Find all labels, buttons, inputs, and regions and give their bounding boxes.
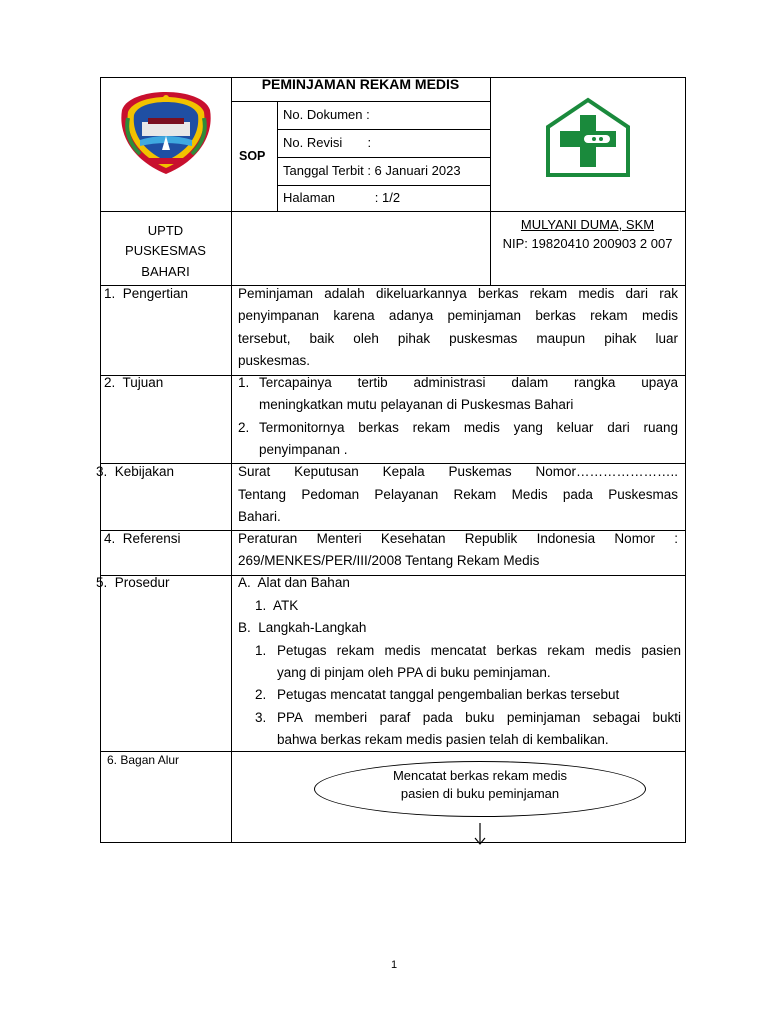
prosedur-a-item-1: 1. ATK [255,598,299,613]
page-number: 1 [390,959,398,971]
referensi-line-2: 269/MENKES/PER/III/2008 Tentang Rekam Medis [238,553,540,568]
prosedur-b-item-2-line-1: Petugas mencatat tanggal pengembalian berkas tersebut [277,687,620,702]
kebijakan-line-1: Surat Keputusan Kepala Puskemas Nomor………………….. [238,464,678,479]
label-pengertian: 1. Pengertian [104,286,189,301]
label-prosedur: 5. Prosedur [96,575,170,590]
flow-node-line-1: Mencatat berkas rekam medis [392,768,568,783]
institution-line-2: PUSKESMAS [125,243,206,258]
page-title: PEMINJAMAN REKAM MEDIS [261,76,460,92]
field-halaman: Halaman : 1/2 [283,190,401,205]
prosedur-b-item-1-num: 1. [255,643,267,658]
pengertian-line-3: tersebut, baik oleh pihak puskesmas maupun pihak luar [238,331,678,346]
tujuan-item-2-line-1: Termonitornya berkas rekam medis yang keluar dari ruang [259,420,678,435]
prosedur-b-item-3-line-1: PPA memberi paraf pada buku peminjaman sebagai bukti [277,710,681,725]
field-no-revisi: No. Revisi : [283,135,372,150]
regional-emblem-icon [118,88,214,178]
puskesmas-cross-icon [544,97,632,179]
pengertian-line-2: penyimpanan karena adanya peminjaman berkas rekam medis [238,308,678,323]
field-tanggal-terbit: Tanggal Terbit : 6 Januari 2023 [283,163,461,178]
label-bagan-alur: 6. Bagan Alur [107,753,180,767]
prosedur-b-item-3-num: 3. [255,710,267,725]
institution-line-3: BAHARI [141,264,190,279]
arrow-down-icon [473,823,487,845]
prosedur-b-label: B. Langkah-Langkah [238,620,367,635]
kebijakan-line-3: Bahari. [238,509,281,524]
field-no-dokumen: No. Dokumen : [283,107,370,122]
label-referensi: 4. Referensi [104,531,181,546]
prosedur-a-label: A. Alat dan Bahan [238,575,350,590]
tujuan-item-1-line-2: meningkatkan mutu pelayanan di Puskesmas Bahari [259,397,574,412]
prosedur-b-item-1-line-1: Petugas rekam medis mencatat berkas rekam medis pasien [277,643,681,658]
prosedur-b-item-3-line-2: bahwa berkas rekam medis pasien telah di kembalikan. [277,732,609,747]
tujuan-item-2-line-2: penyimpanan . [259,442,348,457]
referensi-line-1: Peraturan Menteri Kesehatan Republik Indonesia Nomor : [238,531,678,546]
pengertian-line-4: puskesmas. [238,353,311,368]
pengertian-line-1: Peminjaman adalah dikeluarkannya berkas rekam medis dari rak [238,286,678,301]
tujuan-item-1-num: 1. [238,375,250,390]
prosedur-b-item-2-num: 2. [255,687,267,702]
tujuan-item-2-num: 2. [238,420,250,435]
prosedur-b-item-1-line-2: yang di pinjam oleh PPA di buku peminjaman. [277,665,551,680]
tujuan-item-1-line-1: Tercapainya tertib administrasi dalam rangka upaya [259,375,678,390]
institution-line-1: UPTD [147,223,184,238]
signatory-nip: NIP: 19820410 200903 2 007 [502,236,673,251]
sop-label: SOP [239,149,266,163]
label-kebijakan: 3. Kebijakan [96,464,175,479]
kebijakan-line-2: Tentang Pedoman Pelayanan Rekam Medis pada Puskesmas [238,487,678,502]
flow-node-line-2: pasien di buku peminjaman [400,786,560,801]
label-tujuan: 2. Tujuan [104,375,164,390]
signatory-name: MULYANI DUMA, SKM [520,217,655,232]
